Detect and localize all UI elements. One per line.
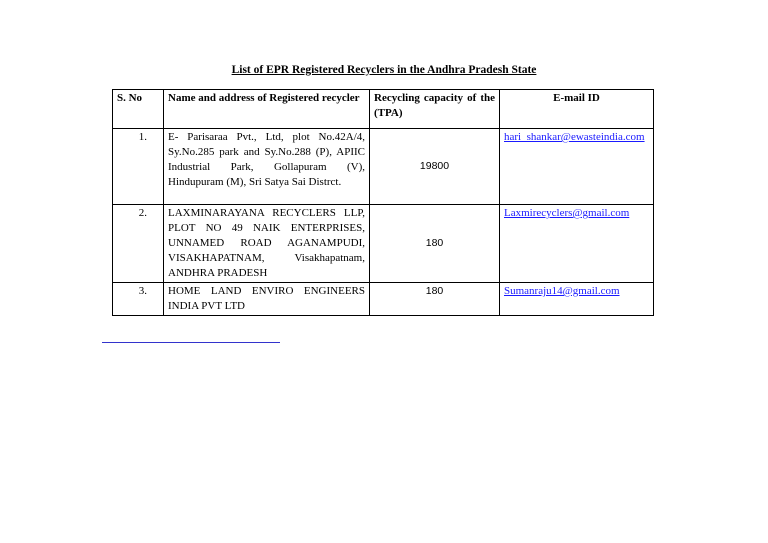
row-sno: 2. [113, 205, 164, 283]
header-email: E-mail ID [500, 90, 654, 129]
table-header-row [113, 90, 654, 129]
email-link[interactable]: Laxmirecyclers@gmail.com [504, 207, 630, 219]
header-sno: S. No [113, 90, 164, 129]
row-capacity: 19800 [370, 129, 500, 205]
row-capacity: 180 [370, 283, 500, 316]
table-row [113, 129, 654, 205]
recyclers-table [112, 89, 654, 316]
row-name-address: HOME LAND ENVIRO ENGINEERS INDIA PVT LTD [164, 283, 370, 316]
row-sno: 3. [113, 283, 164, 316]
row-email-cell [500, 129, 654, 205]
row-email-cell [500, 283, 654, 316]
email-link[interactable]: Sumanraju14@gmail.com [504, 285, 620, 297]
row-sno: 1. [113, 129, 164, 205]
footnote-separator [102, 342, 280, 343]
row-capacity: 180 [370, 205, 500, 283]
row-name-address: LAXMINARAYANA RECYCLERS LLP, PLOT NO 49 NAIK ENTERPRISES, UNNAMED ROAD AGANAMPUDI, VISAKHAPATNAM, Visakhapatnam, ANDHRA PRADESH [164, 205, 370, 283]
email-link[interactable]: hari_shankar@ewasteindia.com [504, 131, 645, 143]
header-name-address: Name and address of Registered recycler [164, 90, 370, 129]
table-row [113, 205, 654, 283]
document-title: List of EPR Registered Recyclers in the Andhra Pradesh State [231, 64, 537, 76]
row-email-cell [500, 205, 654, 283]
table-row [113, 283, 654, 316]
row-name-address: E- Parisaraa Pvt., Ltd, plot No.42A/4, Sy.No.285 park and Sy.No.288 (P), APIIC Industrial Park, Gollapuram (V), Hindupuram (M), Sri Satya Sai Distrct. [164, 129, 370, 205]
header-capacity: Recycling capacity of the (TPA) [370, 90, 500, 129]
